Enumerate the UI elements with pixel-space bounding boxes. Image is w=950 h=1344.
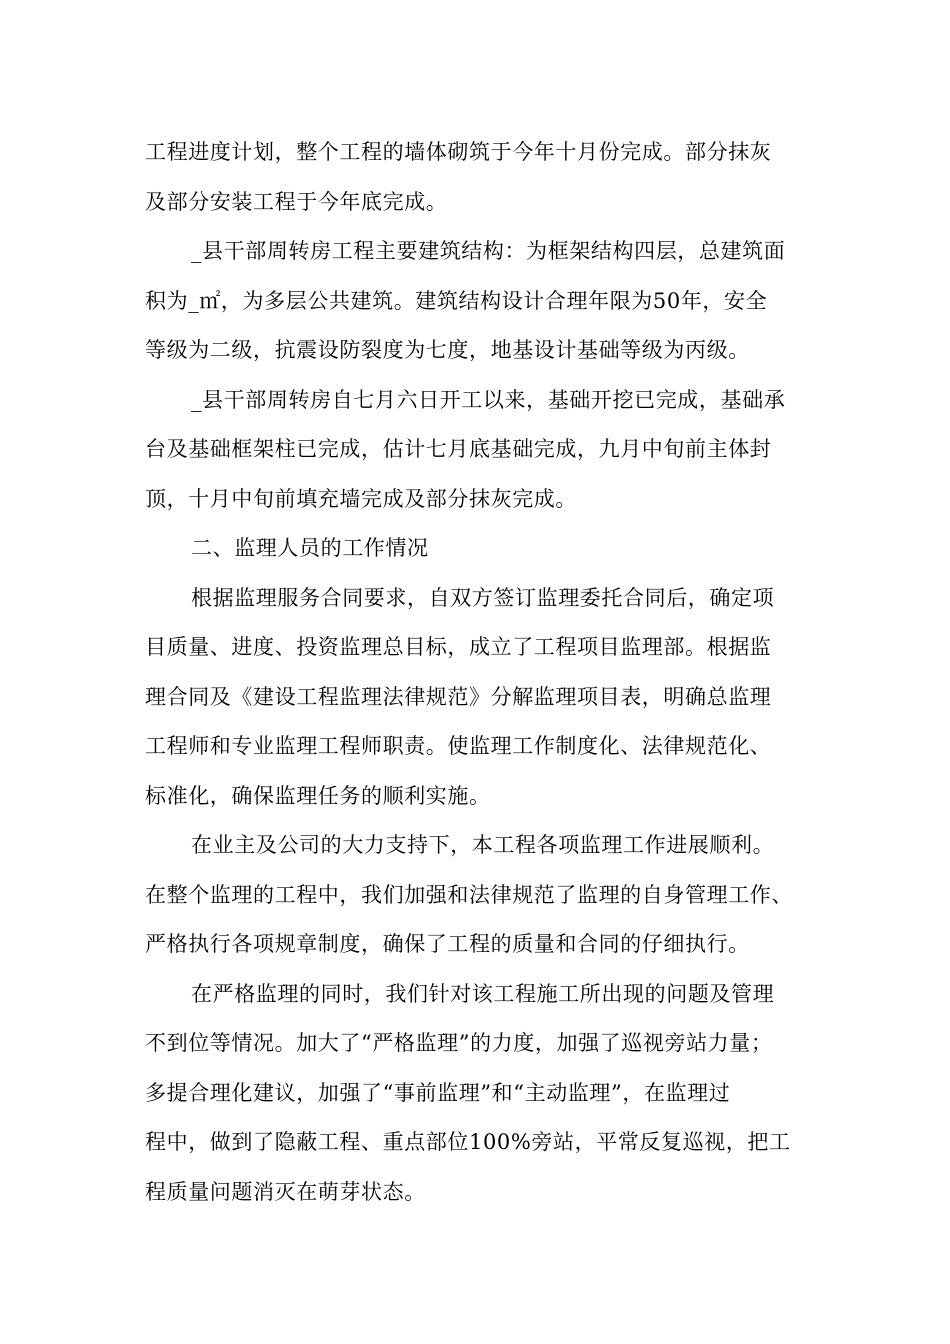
paragraph-structure: _县干部周转房工程主要建筑结构：为框架结构四层，总建筑面 积为_㎡，为多层公共建筑。建筑结构设计合理年限为50年，安全 等级为二级，抗震设防裂度为七度，地基设计基础等级为丙级。 — [145, 239, 786, 362]
paragraph-management-support: 在业主及公司的大力支持下，本工程各项监理工作进展顺利。 在整个监理的工程中，我们加强和法律规范了监理的自身管理工作、 严格执行各项规章制度，确保了工程的质量和合同的仔细执行。 — [145, 833, 793, 956]
paragraph-strict-supervision: 在严格监理的同时，我们针对该工程施工所出现的问题及管理 不到位等情况。加大了“严格监理”的力度，加强了巡视旁站力量； 多提合理化建议，加强了“事前监理”和“主动监理”，在监理过 程中，做到了隐蔽工程、重点部位100%旁站，平常反复巡视，把工 程质量问题消灭在萌芽状态。 — [145, 981, 791, 1204]
paragraph-contract-requirements: 根据监理服务合同要求，自双方签订监理委托合同后，确定项 目质量、进度、投资监理总目标，成立了工程项目监理部。根据监 理合同及《建设工程监理法律规范》分解监理项目表，明确总监理 工程师和专业监理工程师职责。使监理工作制度化、法律规范化、 标准化，确保监理任务的顺利实施。 — [145, 585, 775, 808]
paragraph-progress: _县干部周转房自七月六日开工以来，基础开挖已完成，基础承 台及基础框架柱已完成，估计七月底基础完成，九月中旬前主体封 顶，十月中旬前填充墙完成及部分抹灰完成。 — [145, 387, 786, 511]
document-body — [145, 128, 810, 1217]
section-heading-supervision-work: 二、监理人员的工作情况 — [191, 536, 429, 560]
paragraph-schedule: 工程进度计划，整个工程的墙体砌筑于今年十月份完成。部分抹灰 及部分安装工程于今年底完成。 — [145, 140, 772, 214]
